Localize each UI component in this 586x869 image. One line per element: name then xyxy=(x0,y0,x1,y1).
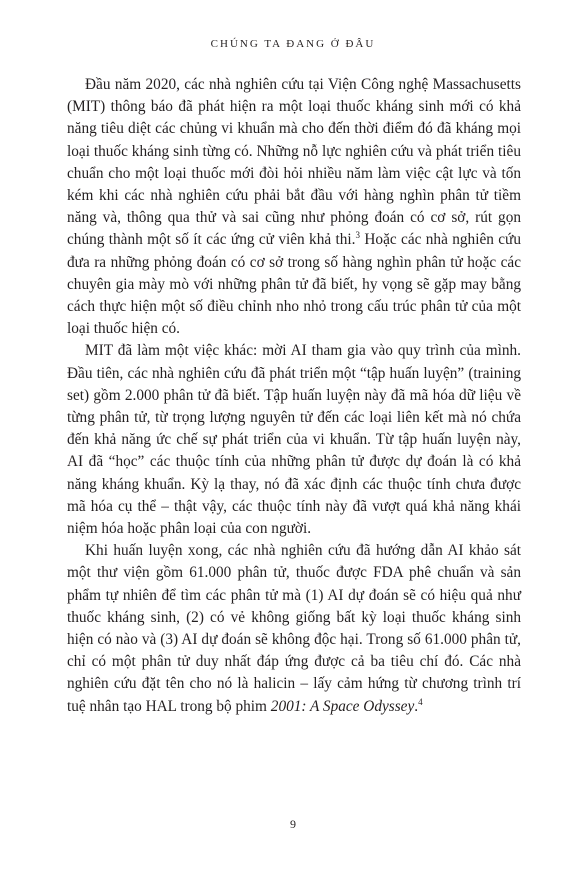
film-title: 2001: A Space Odyssey xyxy=(270,697,415,715)
paragraph-3-text: Khi huấn luyện xong, các nhà nghiên cứu đã hướng dẫn AI khảo sát một thư viện gồm 61.000 phân tử, thuốc được FDA phê chuẩn và sản phẩm tự nhiên để tìm các phân tử mà (1) AI dự đoán sẽ có hiệu quả như thuốc kháng sinh, (2) có vẻ không giống bất kỳ loại thuốc kháng sinh hiện có nào và (3) AI dự đoán sẽ không độc hại. Trong số 61.000 phân tử, chỉ có một phân tử duy nhất đáp ứng được cả ba tiêu chí đó. Các nhà nghiên cứu đặt tên cho nó là halicin – lấy cảm hứng từ chương trình trí tuệ nhân tạo HAL trong bộ phim xyxy=(67,542,521,715)
page-number: 9 xyxy=(290,817,296,831)
body-text xyxy=(67,74,521,718)
paragraph-2-text: MIT đã làm một việc khác: mời AI tham gia vào quy trình của mình. Đầu tiên, các nhà nghiên cứu đã phát triển một “tập huấn luyện” (training set) gồm 2.000 phân tử đã biết. Tập huấn luyện này đã mã hóa dữ liệu về từng phân tử, từ trọng lượng nguyên tử đến các loại liên kết mà nó chứa đến khả năng ức chế sự phát triển của vi khuẩn. Từ tập huấn luyện này, AI đã “học” các thuộc tính của những phân tử được dự đoán là có khả năng kháng khuẩn. Kỳ lạ thay, nó đã xác định các thuộc tính chưa được mã hóa cụ thể – thật vậy, các thuộc tính này đã vượt quá khả năng khái niệm hóa hoặc phân loại của con người. xyxy=(67,342,521,538)
footnote-marker-4[interactable]: 4 xyxy=(418,696,423,707)
paragraph-1-text-continued: Hoặc các nhà nghiên cứu đưa ra những phỏng đoán có cơ sở trong số hàng nghìn phân tử hoặc các chuyên gia mày mò với những phân tử đã biết, hy vọng sẽ gặp may bằng cách thực hiện một số điều chỉnh nho nhỏ trong cấu trúc phân tử của một loại thuốc hiện có. xyxy=(67,231,521,338)
paragraph-3-period: . xyxy=(414,697,419,715)
running-header: CHÚNG TA ĐANG Ở ĐÂU xyxy=(210,38,376,50)
paragraph-1 xyxy=(67,74,521,340)
paragraph-1-text: Đầu năm 2020, các nhà nghiên cứu tại Viện Công nghệ Massachusetts (MIT) thông báo đã phát hiện ra một loại thuốc kháng sinh mới có khả năng tiêu diệt các chủng vi khuẩn mà cho đến thời điểm đó đã kháng mọi loại thuốc kháng sinh từng có. Những nỗ lực nghiên cứu và phát triển tiêu chuẩn cho một loại thuốc mới đòi hỏi nhiều năm làm việc cật lực và tốn kém khi các nhà nghiên cứu phải bắt đầu với hàng nghìn phân tử tiềm năng và, thông qua thử và sai cũng như phỏng đoán có cơ sở, rút gọn chúng thành một số ít các ứng cử viên khả thi. xyxy=(67,76,521,249)
footnote-marker-3[interactable]: 3 xyxy=(355,230,360,241)
paragraph-3 xyxy=(67,540,521,718)
paragraph-2 xyxy=(67,340,521,540)
